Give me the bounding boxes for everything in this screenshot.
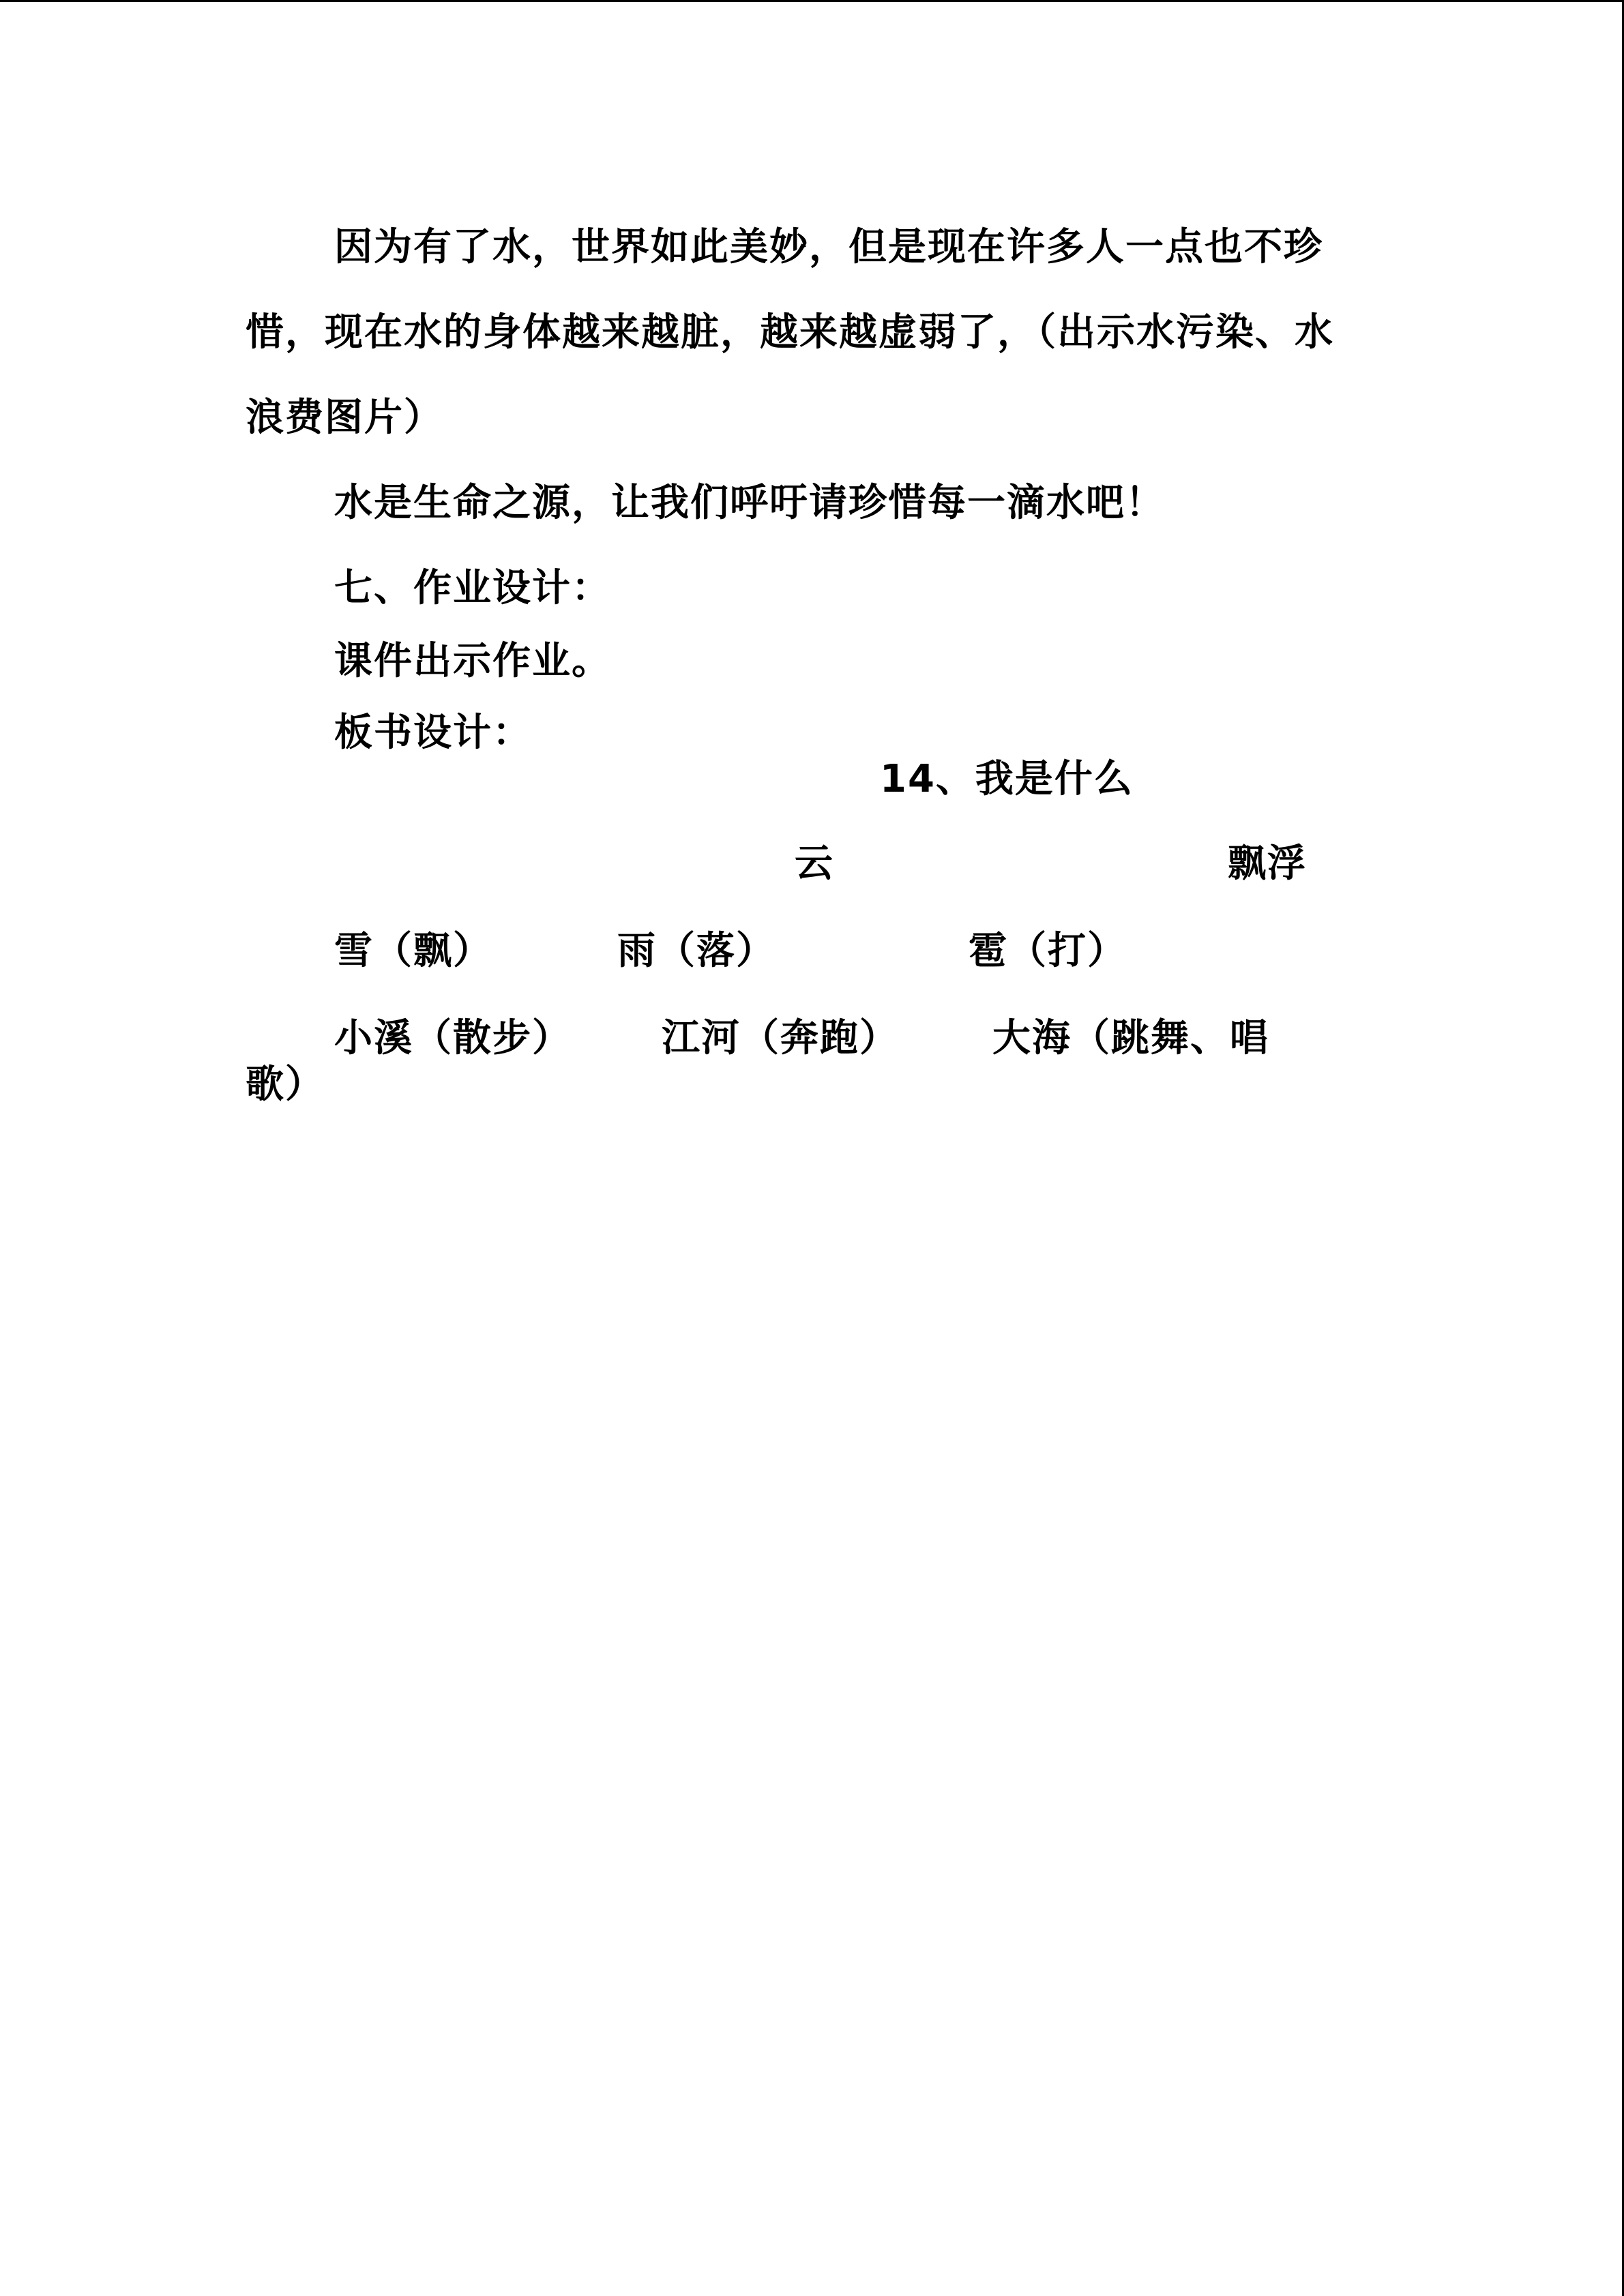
board-snow: 雪（飘） xyxy=(334,928,492,973)
board-float: 飘浮 xyxy=(1228,841,1307,886)
board-hail: 雹（打） xyxy=(969,928,1127,973)
board-stream: 小溪（散步） xyxy=(334,1015,572,1060)
paragraph-water-pollution: 因为有了水，世界如此美妙，但是现在许多人一点也不珍惜，现在水的身体越来越脏，越来越虚弱了，（出示水污染、水浪费图片） xyxy=(246,224,1334,440)
board-heading: 板书设计： xyxy=(334,710,532,755)
board-cloud: 云 xyxy=(795,841,834,886)
board-rain: 雨（落） xyxy=(617,928,776,973)
board-title: 14、我是什么 xyxy=(880,757,1134,801)
board-river: 江河（奔跑） xyxy=(662,1015,899,1060)
document-body xyxy=(246,205,1364,691)
board-sea: 大海（跳舞、唱 xyxy=(992,1015,1269,1060)
board-sea-wrap: 歌） xyxy=(246,1062,325,1107)
page-border-top xyxy=(0,0,1624,2)
paragraph-homework: 课件出示作业。 xyxy=(334,638,611,683)
paragraph-homework-heading: 七、作业设计： xyxy=(334,565,611,610)
paragraph-water-source: 水是生命之源，让我们呼吁请珍惜每一滴水吧！ xyxy=(334,480,1165,525)
